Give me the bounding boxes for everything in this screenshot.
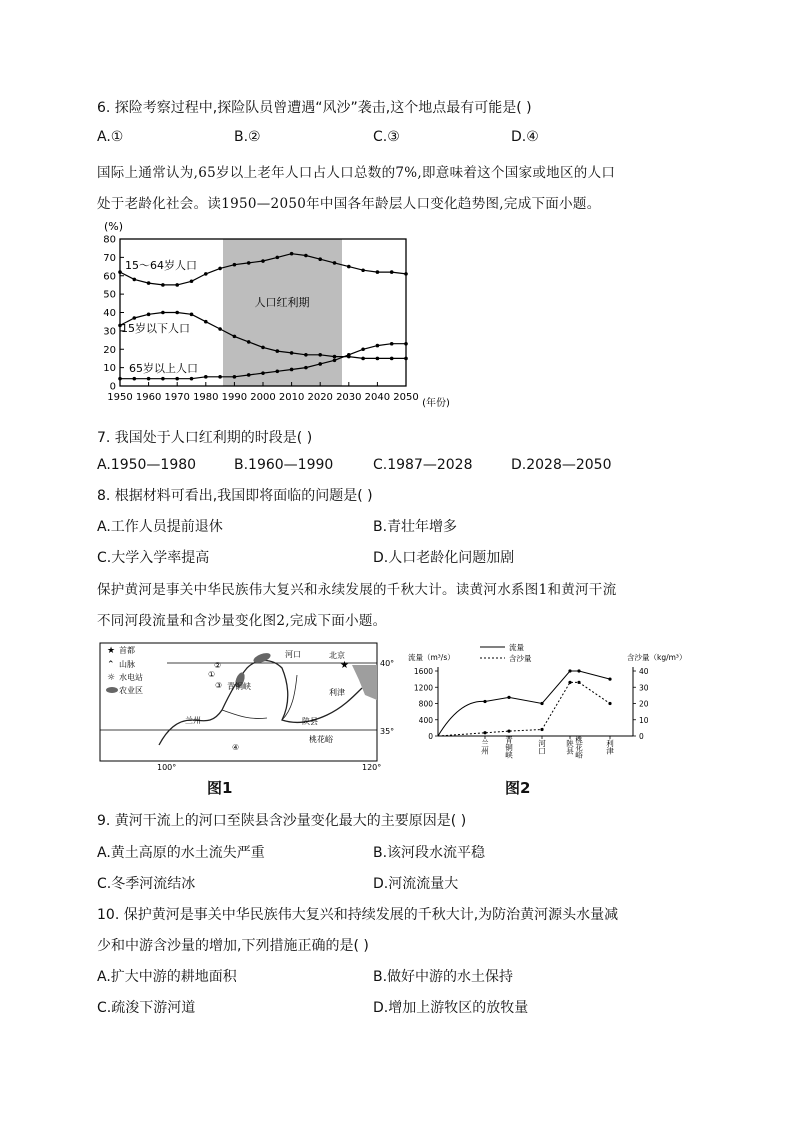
svg-text:⌃: ⌃ <box>107 660 115 670</box>
data-point <box>404 272 408 276</box>
data-point <box>233 263 237 267</box>
sediment-point <box>540 728 543 731</box>
data-point <box>304 353 308 357</box>
data-point <box>147 377 151 381</box>
data-point <box>304 366 308 370</box>
data-point <box>190 377 194 381</box>
data-point <box>233 335 237 339</box>
fig2-left-axis-label: 流量（m³/s） <box>408 653 455 662</box>
data-point <box>175 377 179 381</box>
svg-text:★: ★ <box>107 646 116 656</box>
map-legend <box>106 645 143 695</box>
data-point <box>404 357 408 361</box>
sediment-line <box>438 682 610 736</box>
place-beijing: 北京 <box>329 651 345 660</box>
place-shanxian: 陕县 <box>302 717 318 726</box>
data-point <box>261 346 265 350</box>
data-point <box>276 256 280 260</box>
station-label: 兰州 <box>480 739 490 755</box>
place-hekou: 河口 <box>285 650 301 659</box>
x-tick-label: 1980 <box>193 392 219 403</box>
q10-option-c[interactable]: C.疏浚下游河道 <box>97 1000 196 1016</box>
data-point <box>118 270 122 274</box>
right-tick-label: 0 <box>639 732 644 741</box>
q10-stem-line2: 少和中游含沙量的增加,下列措施正确的是( ) <box>97 938 369 954</box>
data-point <box>347 353 351 357</box>
q6-option-d[interactable]: D.④ <box>511 129 539 145</box>
intro1-line1: 国际上通常认为,65岁以上老年人口占人口总数的7%,即意味着这个国家或地区的人口 <box>97 165 616 181</box>
svg-text:☼: ☼ <box>107 673 116 683</box>
data-point <box>190 279 194 283</box>
x-tick-label: 2020 <box>307 392 333 403</box>
q9-option-c[interactable]: C.冬季河流结冰 <box>97 876 196 892</box>
right-tick-label: 20 <box>639 699 649 709</box>
legend-flow: 流量 <box>509 643 524 652</box>
data-point <box>290 351 294 355</box>
data-point <box>247 261 251 265</box>
data-point <box>318 257 322 261</box>
data-point <box>361 268 365 272</box>
svg-text:★: ★ <box>340 660 349 671</box>
data-point <box>318 362 322 366</box>
q8-option-a[interactable]: A.工作人员提前退休 <box>97 519 223 535</box>
data-point <box>218 267 222 271</box>
q10-option-b[interactable]: B.做好中游的水土保持 <box>373 969 514 985</box>
lon-100: 100° <box>157 763 177 770</box>
q6-stem: 6. 探险考察过程中,探险队员曾遭遇“风沙”袭击,这个地点最有可能是( ) <box>97 100 532 116</box>
y-axis-unit: (%) <box>104 220 124 233</box>
q6-option-b[interactable]: B.② <box>234 129 261 145</box>
data-point <box>261 259 265 263</box>
q9-option-a[interactable]: A.黄土高原的水土流失严重 <box>97 845 265 861</box>
data-point <box>147 281 151 285</box>
x-tick-label: 2040 <box>364 392 391 403</box>
dividend-period-shading <box>223 239 342 386</box>
x-axis-unit: (年份) <box>422 398 450 409</box>
data-point <box>204 320 208 324</box>
fig2-right-axis-label: 含沙量（kg/m³） <box>627 653 687 662</box>
q7-option-d[interactable]: D.2028—2050 <box>511 457 612 473</box>
marker-1: ① <box>208 670 216 679</box>
y-tick-label: 30 <box>103 326 116 338</box>
q8-option-b[interactable]: B.青壮年增多 <box>373 519 458 535</box>
data-point <box>361 347 365 351</box>
y-tick-label: 10 <box>103 363 116 375</box>
y-tick-label: 20 <box>103 344 116 356</box>
data-point <box>347 265 351 269</box>
right-tick-label: 30 <box>639 683 649 693</box>
svg-text:水电站: 水电站 <box>119 673 143 682</box>
q10-option-d[interactable]: D.增加上游牧区的放牧量 <box>373 1000 529 1016</box>
data-point <box>175 283 179 287</box>
data-point <box>190 313 194 317</box>
data-point <box>233 375 237 379</box>
left-tick-label: 400 <box>418 715 433 725</box>
marker-4: ④ <box>232 743 240 752</box>
data-point <box>161 377 165 381</box>
place-lanzhou: 兰州 <box>185 716 201 725</box>
fig2-caption: 图2 <box>505 779 531 797</box>
flow-line <box>438 671 610 736</box>
x-tick-label: 2000 <box>250 392 276 403</box>
data-point <box>333 261 337 265</box>
data-point <box>147 313 151 317</box>
data-point <box>390 357 394 361</box>
data-point <box>304 254 308 258</box>
station-label: 陕县 <box>565 739 575 755</box>
data-point <box>218 327 222 331</box>
data-point <box>404 342 408 346</box>
station-label: 桃花峪 <box>574 735 584 759</box>
data-point <box>390 270 394 274</box>
x-tick-label: 1950 <box>107 392 133 403</box>
q7-option-b[interactable]: B.1960—1990 <box>234 457 334 473</box>
left-tick-label: 1600 <box>413 667 433 676</box>
q7-option-c[interactable]: C.1987—2028 <box>373 457 473 473</box>
yellow-river-line <box>159 661 362 746</box>
data-point <box>376 270 380 274</box>
q7-option-a[interactable]: A.1950—1980 <box>97 457 197 473</box>
place-qingtongxia: 青铜峡 <box>227 682 251 691</box>
y-tick-label: 0 <box>109 381 116 393</box>
q10-option-a[interactable]: A.扩大中游的耕地面积 <box>97 969 237 985</box>
q10-stem-line1: 10. 保护黄河是事关中华民族伟大复兴和持续发展的千秋大计,为防治黄河源头水量减 <box>97 907 619 923</box>
sediment-point <box>608 702 611 705</box>
data-point <box>247 340 251 344</box>
data-point <box>161 311 165 315</box>
data-point <box>290 252 294 256</box>
x-tick-label: 1990 <box>221 392 248 403</box>
x-tick-label: 2010 <box>278 392 305 403</box>
data-point <box>261 371 265 375</box>
x-tick-label: 2030 <box>336 392 362 403</box>
data-point <box>133 316 137 320</box>
right-tick-label: 40 <box>639 667 649 676</box>
x-tick-label: 1970 <box>164 392 190 403</box>
right-tick-label: 10 <box>639 715 649 725</box>
data-point <box>161 283 165 287</box>
data-point <box>376 344 380 348</box>
q8-option-c[interactable]: C.大学入学率提高 <box>97 550 210 566</box>
marker-2: ② <box>214 661 222 670</box>
svg-text:首都: 首都 <box>119 646 135 655</box>
q9-stem: 9. 黄河干流上的河口至陕县含沙量变化最大的主要原因是( ) <box>97 813 467 829</box>
population-trend-chart <box>96 214 468 414</box>
intro2-line1: 保护黄河是事关中华民族伟大复兴和永续发展的千秋大计。读黄河水系图1和黄河干流 <box>97 582 617 598</box>
q6-option-c[interactable]: C.③ <box>373 129 400 145</box>
station-label: 利津 <box>605 739 615 755</box>
q9-option-b[interactable]: B.该河段水流平稳 <box>373 845 486 861</box>
sediment-point <box>507 730 510 733</box>
y-tick-label: 40 <box>103 308 116 319</box>
left-tick-label: 1200 <box>413 683 433 693</box>
intro2-line2: 不同河段流量和含沙量变化图2,完成下面小题。 <box>97 613 387 629</box>
data-point <box>175 311 179 315</box>
svg-text:山脉: 山脉 <box>119 660 135 669</box>
data-point <box>390 342 394 346</box>
q8-option-d[interactable]: D.人口老龄化问题加剧 <box>373 550 515 566</box>
yellow-river-map <box>97 640 397 770</box>
data-point <box>133 377 137 381</box>
data-point <box>218 375 222 379</box>
marker-3: ③ <box>215 681 223 690</box>
legend-sediment: 含沙量 <box>509 654 532 663</box>
fig1-caption: 图1 <box>207 779 233 797</box>
flow-point <box>568 669 571 672</box>
y-tick-label: 50 <box>103 289 116 301</box>
flow-point <box>483 700 486 703</box>
data-point <box>247 373 251 377</box>
left-tick-label: 800 <box>418 699 433 709</box>
data-point <box>276 349 280 353</box>
q9-option-d[interactable]: D.河流流量大 <box>373 876 459 892</box>
label-15-64: 15～64岁人口 <box>125 259 197 272</box>
x-tick-label: 1960 <box>135 392 162 403</box>
q8-stem: 8. 根据材料可看出,我国即将面临的问题是( ) <box>97 488 373 504</box>
y-tick-label: 70 <box>103 252 116 264</box>
data-point <box>133 278 137 282</box>
y-tick-label: 80 <box>103 234 116 246</box>
data-point <box>290 368 294 372</box>
sediment-point <box>577 681 580 684</box>
intro1-line2: 处于老龄化社会。读1950—2050年中国各年龄层人口变化趋势图,完成下面小题。 <box>97 196 601 212</box>
flow-point <box>608 678 611 681</box>
data-point <box>318 353 322 357</box>
sediment-point <box>568 681 571 684</box>
place-lijin: 利津 <box>329 688 345 697</box>
label-under-15: 15岁以下人口 <box>121 322 190 335</box>
data-point <box>333 355 337 359</box>
lat-35: 35° <box>380 727 395 736</box>
q6-option-a[interactable]: A.① <box>97 129 124 145</box>
svg-text:农业区: 农业区 <box>119 686 143 695</box>
data-point <box>204 375 208 379</box>
data-point <box>376 357 380 361</box>
lon-120: 120° <box>362 763 382 770</box>
place-taohuayu: 桃花峪 <box>309 735 333 744</box>
station-label: 河口 <box>537 739 547 755</box>
q7-stem: 7. 我国处于人口红利期的时段是( ) <box>97 430 313 446</box>
sediment-point <box>483 731 486 734</box>
dividend-period-label: 人口红利期 <box>254 296 310 309</box>
data-point <box>361 357 365 361</box>
flow-point <box>540 702 543 705</box>
x-tick-label: 2050 <box>393 392 419 403</box>
label-over-65: 65岁以上人口 <box>129 362 198 375</box>
data-point <box>276 370 280 374</box>
y-tick-label: 60 <box>103 271 116 283</box>
flow-point <box>507 696 510 699</box>
flow-sediment-chart <box>405 640 690 775</box>
data-point <box>204 272 208 276</box>
lat-40: 40° <box>380 659 395 668</box>
station-label: 青铜峡 <box>504 735 514 759</box>
data-point <box>118 377 122 381</box>
data-point <box>333 358 337 362</box>
flow-point <box>577 669 580 672</box>
left-tick-label: 0 <box>428 732 433 741</box>
